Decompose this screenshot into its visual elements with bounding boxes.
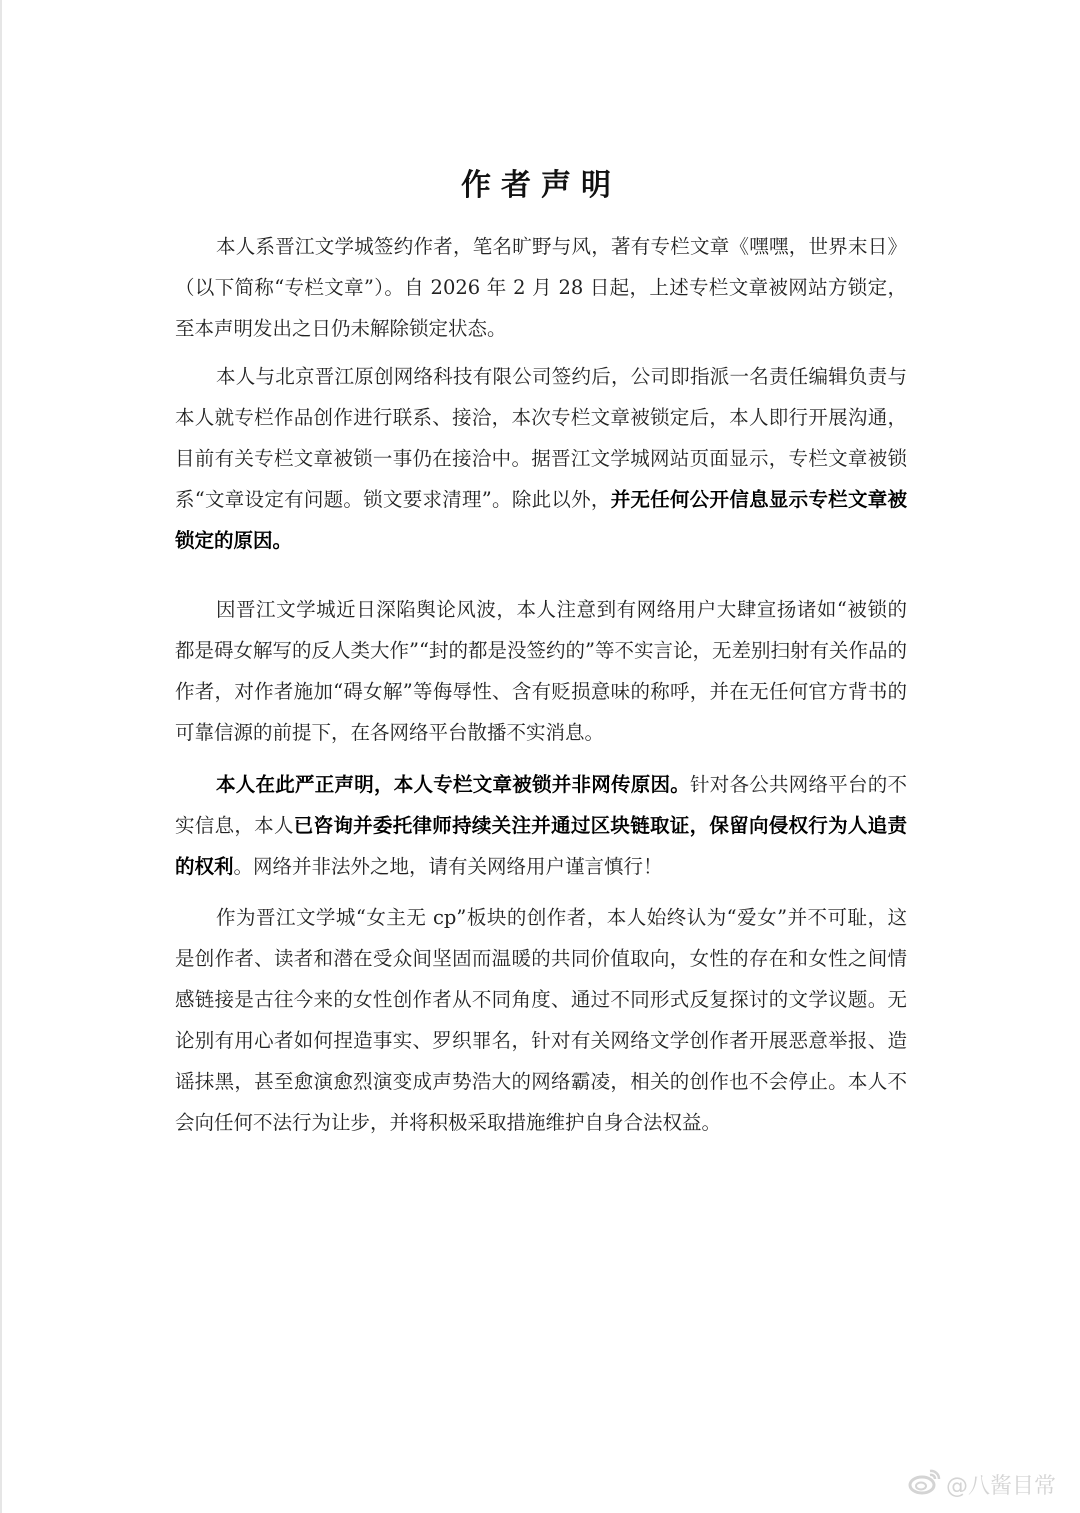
paragraph-5 — [175, 897, 907, 1143]
weibo-watermark — [908, 1467, 1056, 1501]
bold-emphasis: 已咨询并委托律师持续关注并通过区块链取证，保留向侵权行为人追责的权利 — [175, 814, 907, 878]
page-edge — [0, 0, 2, 1513]
paragraph-text: 本人与北京晋江原创网络科技有限公司签约后，公司即指派一名责任编辑负责与本人就专栏作品创作进行联系、接洽，本次专栏文章被锁定后，本人即行开展沟通，目前有关专栏文章被锁一事仍在接洽中。据晋江文学城网站页面显示，专栏文章被锁系“文章设定有问题。锁文要求清理”。除此以外， — [175, 365, 907, 511]
paragraph-text: 因晋江文学城近日深陷舆论风波，本人注意到有网络用户大肆宣扬诸如“被锁的都是碍女解写的反人类大作”“封的都是没签约的”等不实言论，无差别扫射有关作品的作者，对作者施加“碍女解”等侮辱性、含有贬损意味的称呼，并在无任何官方背书的可靠信源的前提下，在各网络平台散播不实消息。 — [175, 598, 907, 744]
paragraph-text: 针对各公共网络平台的不实信息，本人 — [175, 773, 907, 837]
weibo-logo-icon — [908, 1467, 942, 1501]
paragraph-3 — [175, 589, 907, 753]
paragraph-text: 作为晋江文学城“女主无 cp”板块的创作者，本人始终认为“爱女”并不可耻，这是创作者、读者和潜在受众间坚固而温暖的共同价值取向，女性的存在和女性之间情感链接是古往今来的女性创作者从不同角度、通过不同形式反复探讨的文学议题。无论别有用心者如何捏造事实、罗织罪名，针对有关网络文学创作者开展恶意举报、造谣抹黑，甚至愈演愈烈演变成声势浩大的网络霸凌，相关的创作也不会停止。本人不会向任何不法行为让步，并将积极采取措施维护自身合法权益。 — [175, 906, 907, 1134]
bold-emphasis: 并无任何公开信息显示专栏文章被锁定的原因。 — [175, 488, 907, 552]
bold-emphasis: 本人在此严正声明，本人专栏文章被锁并非网传原因。 — [216, 773, 690, 796]
paragraph-1 — [175, 226, 907, 349]
paragraph-2 — [175, 356, 907, 561]
paragraph-text: 。网络并非法外之地，请有关网络用户谨言慎行！ — [233, 855, 663, 878]
watermark-text: @八酱目常 — [945, 1473, 1056, 1499]
paragraph-text: 本人系晋江文学城签约作者，笔名旷野与风，著有专栏文章《嘿嘿，世界末日》（以下简称“专栏文章”）。自 2026 年 2 月 28 日起，上述专栏文章被网站方锁定，至本声明发出之日仍未解除锁定状态。 — [175, 235, 907, 340]
paragraph-4 — [175, 764, 907, 887]
document-title: 作者声明 — [461, 168, 621, 203]
